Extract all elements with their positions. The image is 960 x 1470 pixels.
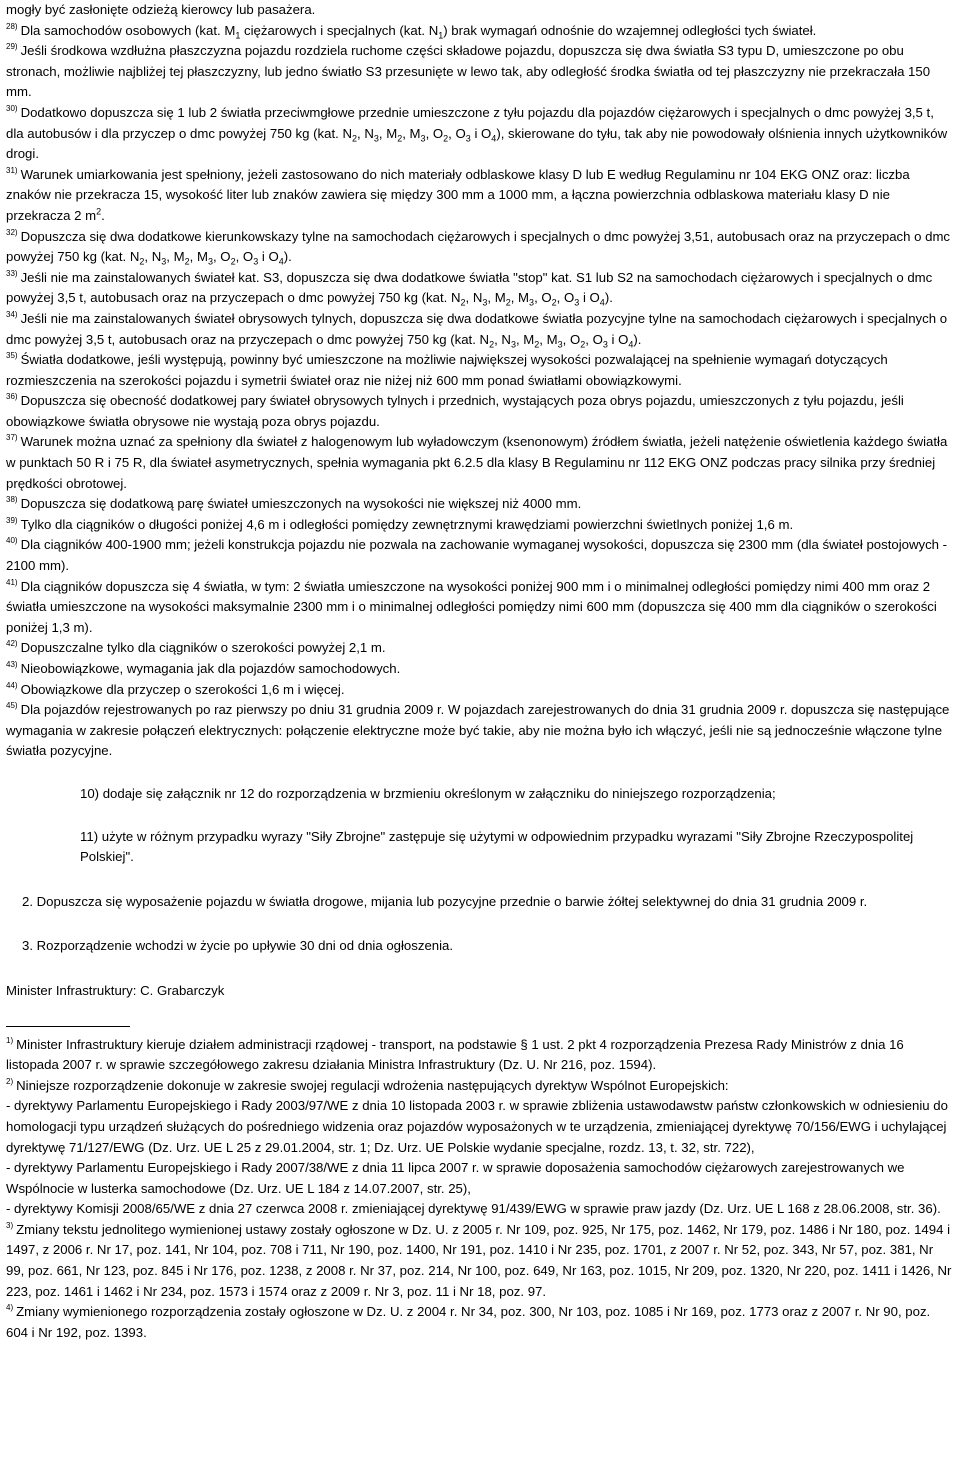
note-number: 31) (6, 165, 18, 175)
note-number: 44) (6, 680, 18, 690)
note-number: 36) (6, 392, 18, 402)
footnotes (6, 1035, 954, 1344)
note-44: $^{44)}$ Obowiązkowe dla przyczep o szerokości 1,6 m i więcej. (6, 680, 345, 697)
footnote-number: 3) (6, 1220, 14, 1230)
note-42: $^{42)}$ Dopuszczalne tylko dla ciągników o szerokości powyżej 2,1 m. (6, 639, 386, 656)
footnote-item (6, 1076, 954, 1097)
note-number: 33) (6, 268, 18, 278)
note-36: $^{36)}$ Dopuszcza się obecność dodatkowej pary świateł obrysowych tylnych i przednich, wystających poza obrys pojazdu, umieszczonych z tyłu pojazdu, jeśli obowiązkowe światła obrysowe nie wystają poza obrys pojazdu. (6, 392, 904, 429)
footnote-item (6, 1302, 954, 1343)
note-number: 35) (6, 351, 18, 361)
section-3: 3. Rozporządzenie wchodzi w życie po upływie 30 dni od dnia ogłoszenia. (22, 938, 454, 954)
note-37: $^{37)}$ Warunek można uznać za spełniony dla świateł z halogenowym lub wyładowczym (ksenonowym) źródłem światła, jeżeli natężenie oświetlenia każdego światła w punktach 50 R i 75 R, dla świateł asymetrycznych, spełnia wymagania pkt 6.2.5 dla klasy B Regulaminu nr 112 EKG ONZ podczas pracy silnika przy średniej prędkości obrotowej. (6, 433, 948, 491)
note-number: 30) (6, 103, 18, 113)
footnote-text: Zmiany wymienionego rozporządzenia zostały ogłoszone w Dz. U. z 2004 r. Nr 34, poz. 300, Nr 103, poz. 1085 i Nr 169, poz. 1773 oraz z 2007 r. Nr 90, poz. 604 i Nr 192, poz. 1393. (6, 1304, 931, 1340)
note-29: $^{29)}$ Jeśli środkowa wzdłużna płaszczyzna pojazdu rozdziela ruchome części składowe pojazdu, dopuszcza się dwa światła S3 typu D, umieszczone po obu stronach, możliwie najbliżej tej płaszczyzny, lub jedno światło S3 przesunięte w lewo tak, aby odległość środka światła od tej płaszczyzny nie przekraczała 150 mm. (6, 42, 931, 100)
note-35: $^{35)}$ Światła dodatkowe, jeśli występują, powinny być umieszczone na możliwie największej wysokości pozwalającej na spełnienie wymagań dotyczących rozmieszczenia na szerokości pojazdu i symetrii świateł oraz nie niżej niż 600 mm ponad światłami obowiązkowymi. (6, 351, 888, 388)
note-number: 45) (6, 701, 18, 711)
note-43: $^{43)}$ Nieobowiązkowe, wymagania jak dla pojazdów samochodowych. (6, 660, 401, 676)
note-28: $^{28)}$ Dla samochodów osobowych (kat. $M_1$ ciężarowych i specjalnych (kat. $N_1$) brak wymagań odnośnie do wzajemnej odległości tych świateł. (6, 21, 817, 41)
amendment-10: 10) dodaje się załącznik nr 12 do rozporządzenia w brzmieniu określonym w załączniku do niniejszego rozporządzenia; (80, 785, 776, 801)
note-41: $^{41)}$ Dla ciągników dopuszcza się 4 światła, w tym: 2 światła umieszczone na wysokości poniżej 900 mm i o minimalnej odległości pomiędzy nimi 400 mm oraz 2 światła umieszczone na wysokości maksymalnie 2300 mm i o minimalnej odległości pomiędzy nimi 600 mm (dopuszcza się 400 mm dla ciągników o szerokości poniżej 1,3 m). (6, 577, 937, 635)
footnote-text: Minister Infrastruktury kieruje działem administracji rządowej - transport, na podstawie § 1 ust. 2 pkt 4 rozporządzenia Prezesa Rady Ministrów z dnia 16 listopada 2007 r. w sprawie szczegółowego zakresu działania Ministra Infrastruktury (Dz. U. Nr 216, poz. 1594). (6, 1036, 904, 1073)
note-38: $^{38)}$ Dopuszcza się dodatkową parę świateł umieszczonych na wysokości nie większej niż 4000 mm. (6, 495, 582, 512)
note-45: $^{45)}$ Dla pojazdów rejestrowanych po raz pierwszy po dniu 31 grudnia 2009 r. W pojazdach zarejestrowanych do dnia 31 grudnia 2009 r. dopuszcza się następujące wymagania w zakresie połączeń elektrycznych: połączenie elektryczne może być takie, aby nie można było ich włączyć, jeśli nie są jednocześnie włączone tylne światła pozycyjne. (6, 701, 950, 759)
note-39: $^{39)}$ Tylko dla ciągników o długości poniżej 4,6 m i odległości pomiędzy zewnętrznymi krawędziami powierzchni świetlnych poniżej 1,6 m. (6, 515, 794, 532)
footnote-item (6, 1158, 954, 1199)
amendment-11: 11) użyte w różnym przypadku wyrazy "Siły Zbrojne" zastępuje się użytymi w odpowiednim przypadku wyrazami "Siły Zbrojne Rzeczypospolitej Polskiej". (80, 828, 914, 865)
footnote-item (6, 1199, 954, 1220)
footnote-number: 1) (6, 1035, 14, 1045)
footnote-text: - dyrektywy Parlamentu Europejskiego i Rady 2003/97/WE z dnia 10 listopada 2003 r. w sprawie zbliżenia ustawodawstw państw członkowskich w odniesieniu do homologacji typu urządzeń służących do pośredniego widzenia oraz pojazdów wyposażonych w te urządzenia, zmieniającej dyrektywę 70/156/EWG i uchylającej dyrektywę 71/127/EWG (Dz. Urz. UE L 25 z 29.01.2004, str. 1; Dz. Urz. UE Polskie wydanie specjalne, rozdz. 13, t. 32, str. 722), (6, 1098, 948, 1155)
note-number: 41) (6, 577, 18, 587)
note-number: 34) (6, 309, 18, 319)
note-number: 28) (6, 21, 18, 31)
note-32: $^{32)}$ Dopuszcza się dwa dodatkowe kierunkowskazy tylne na samochodach ciężarowych i specjalnych o dmc powyżej 3,51, autobusach oraz na przyczepach o dmc powyżej 750 kg (kat. $N_2$, $N_3$, $M_2$, $M_3$, $O_2$, $O_3$ i $O_4$). (6, 227, 951, 267)
note-number: 38) (6, 495, 18, 505)
note-number: 37) (6, 433, 18, 443)
note-number: 32) (6, 227, 18, 237)
table-notes (6, 21, 954, 762)
footnote-text: - dyrektywy Parlamentu Europejskiego i Rady 2007/38/WE z dnia 11 lipca 2007 r. w sprawie doposażenia samochodów ciężarowych zarejestrowanych we Wspólnocie w lusterka samochodowe (Dz. Urz. UE L 184 z 14.07.2007, str. 25), (6, 1160, 905, 1196)
note-number: 40) (6, 536, 18, 546)
footnote-number: 4) (6, 1303, 14, 1313)
footnote-number: 2) (6, 1076, 14, 1086)
footnote-text: - dyrektywy Komisji 2008/65/WE z dnia 27 czerwca 2008 r. zmieniającej dyrektywę 91/439/EWG w sprawie praw jazdy (Dz. Urz. UE L 168 z 28.06.2008, str. 36). (6, 1201, 941, 1217)
footnote-item (6, 1220, 954, 1302)
note-number: 29) (6, 42, 18, 52)
note-number: 42) (6, 639, 18, 649)
note-number: 43) (6, 660, 18, 669)
signature: Minister Infrastruktury: C. Grabarczyk (6, 982, 225, 998)
note-number: 39) (6, 515, 18, 525)
continuation-line: mogły być zasłonięte odzieżą kierowcy lub pasażera. (6, 2, 316, 17)
note-30: $^{30)}$ Dodatkowo dopuszcza się 1 lub 2 światła przeciwmgłowe przednie umieszczone z tyłu pojazdu dla pojazdów ciężarowych i specjalnych o dmc powyżej 3,5 t, dla autobusów i dla przyczep o dmc powyżej 750 kg (kat. $N_2$, $N_3$, $M_2$, $M_3$, $O_2$, $O_3$ i $O_4$), skierowane do tyłu, tak aby nie powodowały olśnienia innych użytkowników drogi. (6, 103, 948, 162)
note-40: $^{40)}$ Dla ciągników 400-1900 mm; jeżeli konstrukcja pojazdu nie pozwala na zachowanie wymaganej wysokości, dopuszcza się 2300 mm (dla świateł postojowych - 2100 mm). (6, 536, 948, 574)
note-34: $^{34)}$ Jeśli nie ma zainstalowanych świateł obrysowych tylnych, dopuszcza się dwa dodatkowe światła pozycyjne tylne na samochodach ciężarowych i specjalnych o dmc powyżej 3,5 t, autobusach oraz na przyczepach o dmc powyżej 750 kg (kat. $N_2$, $N_3$, $M_2$, $M_3$, $O_2$, $O_3$ i $O_4$). (6, 309, 948, 350)
footnote-item (6, 1096, 954, 1158)
note-33: $^{33)}$ Jeśli nie ma zainstalowanych świateł kat. S3, dopuszcza się dwa dodatkowe światła "stop" kat. S1 lub S2 na samochodach ciężarowych i specjalnych o dmc powyżej 3,5 t, autobusach oraz na przyczepach o dmc powyżej 750 kg (kat. $N_2$, $N_3$, $M_2$, $M_3$, $O_2$, $O_3$ i $O_4$). (6, 268, 933, 308)
footnote-text: Zmiany tekstu jednolitego wymienionej ustawy zostały ogłoszone w Dz. U. z 2005 r. Nr 109, poz. 925, Nr 175, poz. 1462, Nr 179, poz. 1486 i Nr 180, poz. 1494 i 1497, z 2006 r. Nr 17, poz. 141, Nr 104, poz. 708 i 711, Nr 190, poz. 1400, Nr 191, poz. 1410 i Nr 235, poz. 1701, z 2007 r. Nr 52, poz. 343, Nr 57, poz. 381, Nr 99, poz. 661, Nr 123, poz. 845 i Nr 176, poz. 1238, z 2008 r. Nr 37, poz. 214, Nr 100, poz. 649, Nr 163, poz. 1015, Nr 209, poz. 1320, Nr 220, poz. 1411 i 1426, Nr 223, poz. 1461 i 1462 i Nr 234, poz. 1573 i 1574 oraz z 2009 r. Nr 3, poz. 11 i Nr 18, poz. 97. (6, 1221, 952, 1299)
footnote-item (6, 1035, 954, 1076)
footnote-text: Niniejsze rozporządzenie dokonuje w zakresie swojej regulacji wdrożenia następujących dyrektyw Wspólnot Europejskich: (16, 1077, 729, 1093)
footnote-separator (6, 1026, 130, 1027)
note-31: $^{31)}$ Warunek umiarkowania jest spełniony, jeżeli zastosowano do nich materiały odblaskowe klasy D lub E według Regulaminu nr 104 EKG ONZ oraz: liczba znaków nie przekracza 15, wysokość liter lub znaków zawiera się między 300 mm a 1000 mm, a łączna powierzchnia odblaskowa materiału klasy D nie przekracza 2 $m^2$. (6, 165, 910, 223)
section-2: 2. Dopuszcza się wyposażenie pojazdu w światła drogowe, mijania lub pozycyjne przednie o barwie żółtej selektywnej do dnia 31 grudnia 2009 r. (22, 893, 868, 909)
